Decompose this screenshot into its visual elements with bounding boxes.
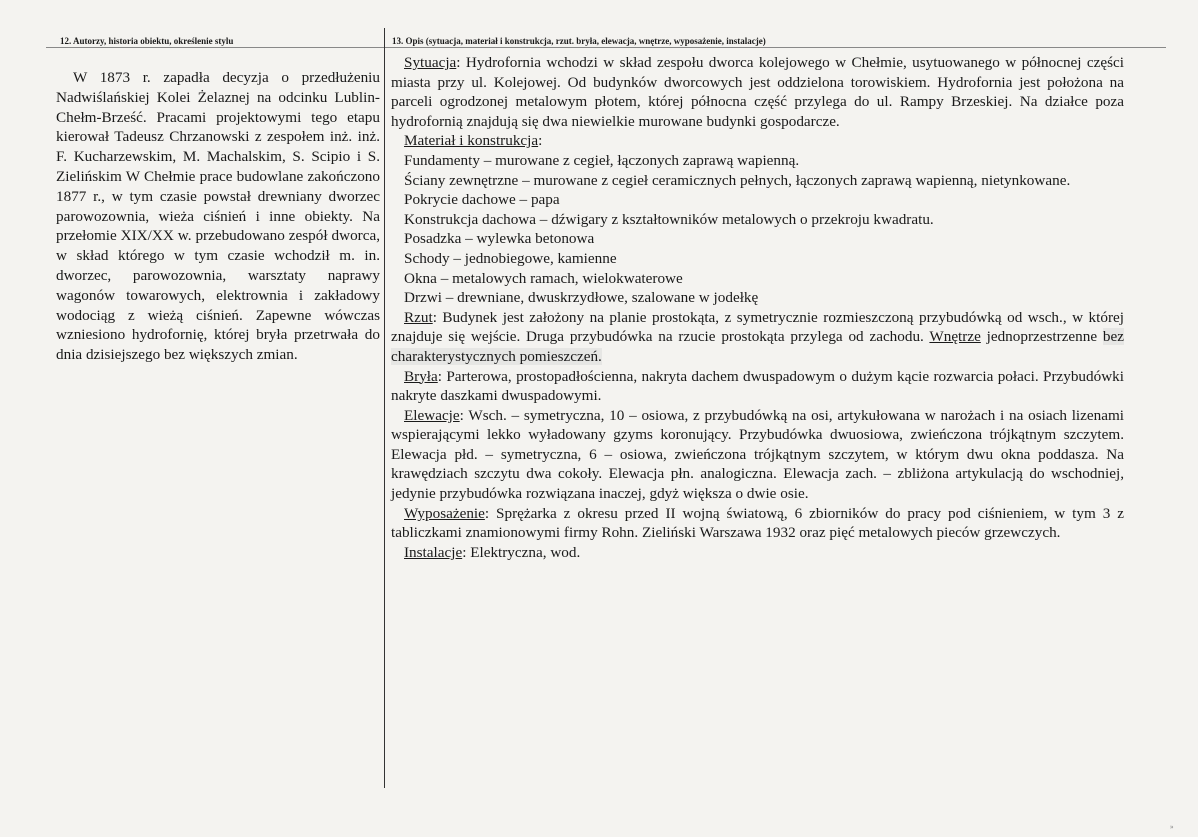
rzut-label: Rzut	[404, 308, 433, 326]
rzut-paragraph	[391, 308, 1124, 367]
bryla-paragraph	[391, 367, 1124, 406]
material-item: Okna – metalowych ramach, wielokwaterowe	[404, 269, 683, 287]
instalacje-text: : Elektryczna, wod.	[462, 543, 581, 561]
sytuacja-paragraph	[391, 53, 1124, 131]
wyposazenie-paragraph	[391, 504, 1124, 543]
material-item: Drzwi – drewniane, dwuskrzydłowe, szalowane w jodełkę	[404, 289, 759, 307]
instalacje-paragraph	[391, 543, 1124, 563]
history-column	[56, 68, 380, 365]
material-item: Fundamenty – murowane z cegieł, łączonych zaprawą wapienną.	[404, 151, 800, 169]
materials-list	[391, 151, 1124, 308]
description-column	[391, 53, 1124, 562]
instalacje-label: Instalacje	[404, 543, 463, 561]
wnetrze-label: Wnętrze	[929, 328, 981, 346]
header-rule	[46, 47, 1166, 48]
column-divider	[384, 28, 385, 788]
section-12-heading: 12. Autorzy, historia obiektu, określenie stylu	[60, 36, 234, 46]
elewacje-label: Elewacje	[404, 406, 460, 424]
material-item: Pokrycie dachowe – papa	[404, 191, 560, 209]
sytuacja-text: : Hydrofornia wchodzi w skład zespołu dworca kolejowego w Chełmie, usytuowanego w północnej części miasta przy ul. Kolejowej. Od budynków dworcowych jest oddzielona torowiskiem. Hydrofornia jest położona na parceli ogrodzonej metalowym płotem, której północna część przylega do ul. Rampy Brzeskiej. Na działce poza hydrofornią znajdują się dwa niewielkie murowane budynki gospodarcze.	[391, 54, 1124, 130]
material-item: Posadzka – wylewka betonowa	[404, 230, 595, 248]
bryla-label: Bryła	[404, 367, 438, 385]
material-heading: Materiał i konstrukcja:	[404, 132, 543, 150]
material-item: Konstrukcja dachowa – dźwigary z kształtowników metalowych o przekroju kwadratu.	[404, 210, 934, 228]
corner-mark: »	[1170, 823, 1174, 831]
elewacje-text: : Wsch. – symetryczna, 10 – osiowa, z przybudówką na osi, artykułowana w narożach i na osiach lizenami wspierającymi lekko wyładowany gzyms koronujący. Przybudówka dwuosiowa, zwieńczona trójkątnym szczytem. Elewacja płd. – symetryczna, 6 – osiowa, zwieńczona trójkątnym szczytem, w którym dwu okna poddasza. Na krawędziach szczytu dwa cokoły. Elewacja płn. analogiczna. Elewacja zach. – zbliżona artykulacją do wschodniej, jedynie przybudówka rozwiązana inaczej, gdyż większa o dwie osie.	[391, 406, 1124, 503]
wyposazenie-text: : Sprężarka z okresu przed II wojną światową, 6 zbiorników do pracy pod ciśnieniem, w tym 3 z tabliczkami znamionowymi firmy Rohn. Zieliński Warszawa 1932 oraz pięć metalowych pieców grzewczych.	[391, 504, 1124, 542]
history-paragraph: W 1873 r. zapadła decyzja o przedłużeniu Nadwiślańskiej Kolei Żelaznej na odcinku Lublin-Chełm-Brześć. Pracami projektowymi tego etapu kierował Tadeusz Chrzanowski z zespołem inż. inż. F. Kucharzewskim, M. Machalskim, S. Scipio i S. Zielińskim W Chełmie prace budowlane zakończono 1877 r., w tym czasie powstał drewniany dworzec parowozownia, wieża ciśnień i inne obiekty. Na przełomie XIX/XX w. przebudowano zespół dworca, w skład którego w tym czasie wchodził m. in. dworzec, parowozownia, warsztaty naprawy wagonów towarowych, elektrownia i zakładowy wodociąg z wieżą ciśnień. Zapewne wówczas wzniesiono hydrofornię, której bryła przetrwała do dnia dzisiejszego bez większych zmian.	[56, 69, 380, 364]
rzut-text: : Budynek jest założony na planie prostokąta, z symetrycznie rozmieszczoną przybudówką od wsch., w której znajduje się wejście. Druga przybudówka na rzucie prostokąta przylega od zachodu.	[391, 308, 1124, 346]
wnetrze-highlight: bez charakterystycznych pomieszczeń.	[391, 328, 1124, 365]
bryla-text: : Parterowa, prostopadłościenna, nakryta dachem dwuspadowym o dużym kącie rozwarcia połaci. Przybudówki nakryte daszkami dwuspadowymi.	[391, 367, 1124, 405]
section-13-heading: 13. Opis (sytuacja, materiał i konstrukcja, rzut. bryła, elewacja, wnętrze, wyposażenie, instalacje)	[392, 36, 766, 46]
material-item: Schody – jednobiegowe, kamienne	[404, 249, 617, 267]
material-label: Materiał i konstrukcja	[404, 132, 539, 150]
wnetrze-text: jednoprzestrzenne	[980, 328, 1103, 346]
elewacje-paragraph	[391, 406, 1124, 504]
material-item: Ściany zewnętrzne – murowane z cegieł ceramicznych pełnych, łączonych zaprawą wapienną, nietynkowane.	[404, 171, 1071, 189]
wyposazenie-label: Wyposażenie	[404, 504, 485, 522]
sytuacja-label: Sytuacja	[404, 54, 457, 71]
